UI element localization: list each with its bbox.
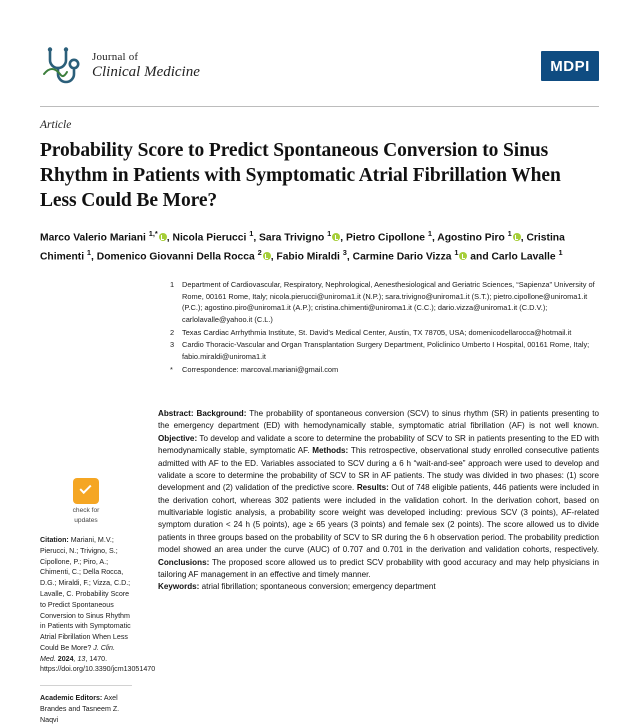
affiliation-item bbox=[170, 364, 599, 376]
check-for-updates-label-2: updates bbox=[74, 517, 98, 525]
affiliation-marker: * bbox=[170, 364, 173, 374]
citation-year: 2024 bbox=[55, 654, 74, 663]
citation-label: Citation: bbox=[40, 536, 69, 545]
academic-editors bbox=[40, 685, 132, 725]
affiliation-text: Texas Cardiac Arrhythmia Institute, St. David’s Medical Center, Austin, TX 78705, USA; domenicodellarocca@hotmail.it bbox=[182, 327, 572, 337]
article-page bbox=[0, 30, 639, 724]
academic-editors-label: Academic Editors: bbox=[40, 694, 103, 703]
abstract-background-label: Background: bbox=[193, 409, 247, 418]
abstract-results-label: Results: bbox=[354, 483, 389, 493]
affiliation-text: Correspondence: marcoval.mariani@gmail.com bbox=[182, 364, 339, 374]
check-for-updates[interactable] bbox=[40, 478, 132, 526]
abstract-label: Abstract: bbox=[158, 409, 194, 418]
citation-pages-doi[interactable]: , 1470. https://doi.org/10.3390/jcm13051470 bbox=[40, 654, 156, 674]
abstract-background-text: The probability of spontaneous conversion (SCV) to sinus rhythm (SR) in patients presenting to the emergency department (ED) with hemodynamically stable, symptomatic atrial fibrillation (AF) is not well known. bbox=[158, 409, 599, 431]
check-badge-icon bbox=[73, 478, 99, 504]
author-list: Marco Valerio Mariani $^{1,*}$ , Nicola Pierucci $^1$, Sara Trivigno $^1$ , Pietro Cipollone $^1$, Agostino Piro $^1$ , Cristina Chimenti $^1$, Domenico Giovanni Della Rocca $^2$ , Fabio Miraldi $^3$, Carmine Dario Vizza $^1$ and Carlo Lavalle $^1$ bbox=[40, 228, 565, 263]
affiliation-item bbox=[170, 327, 599, 339]
citation-journal: J. Clin. Med. bbox=[40, 643, 115, 663]
affiliation-text: Department of Cardiovascular, Respiratory, Nephrological, Aenesthesiological and Geriatric Sciences, “Sapienza” University of Rome, 00161 Rome, Italy; nicola.pierucci@uniroma1.it (N.P.); sara.trivigno@uniroma1.it (S.T.); pietro.cipollone@uniroma1.it (P.C.); agostino.piro@uniroma1.it (A.P.); cristina.chimenti@uniroma1.it (C.C.); dario.vizza@uniroma1.it (C.D.V.); carlolavalle@yahoo.it (C.L.) bbox=[182, 280, 595, 325]
sidebar-meta bbox=[40, 478, 156, 726]
abstract-objective-label: Objective: bbox=[158, 433, 198, 443]
abstract-objective-text: To develop and validate a score to determine the probability of SCV to SR in patients presenting to the ED with hemodynamically stable, symptomatic AF. bbox=[158, 433, 599, 456]
abstract-results-text: Out of 748 eligible patients, 446 patients were included in the derivation cohort, whereas 302 patients were included in the validation cohort. In the derivation cohort, based on multivariable logistic analysis, a probability score weight was developed including: previous SCV (3 points), AF-related symptom duration < 24 h (5 points), age ≥ 65 years (3 points) and female sex (2 points). The score allowed us to divide patients in three groups based on the probability of SCV to SR during the 6 h observation period. The probability prediction model showed an area under the curve (AUC) of 0.707 and 0.701 in the derivation and validation cohorts, respectively. bbox=[158, 483, 599, 555]
check-for-updates-label-1: check for bbox=[72, 507, 100, 514]
abstract-paragraph bbox=[158, 408, 599, 581]
affiliation-marker: 1 bbox=[170, 280, 175, 290]
journal-brand bbox=[40, 44, 200, 88]
keywords-line bbox=[158, 581, 599, 593]
journal-title-line1: Journal of bbox=[92, 50, 139, 63]
keywords-text: atrial fibrillation; spontaneous conversion; emergency department bbox=[199, 582, 436, 592]
citation-text: Mariani, M.V.; Pierucci, N.; Trivigno, S.; Cipollone, P.; Piro, A.; Chimenti, C.; Della Rocca, D.G.; Miraldi, F.; Vizza, C.D.; Lavalle, C. Probability Score to Predict Spontaneous Conversion to Sinus Rhythm in Patients with Symptomatic Atrial Fibrillation When Less Could Be More? bbox=[40, 536, 131, 652]
stethoscope-icon bbox=[40, 44, 84, 88]
journal-title-line2: Clinical Medicine bbox=[92, 64, 200, 81]
citation-block bbox=[40, 535, 156, 675]
affiliation-item bbox=[170, 339, 599, 362]
affiliation-marker: 3 bbox=[170, 340, 175, 350]
abstract-block bbox=[158, 408, 599, 594]
page-title: Probability Score to Predict Spontaneous Conversion to Sinus Rhythm in Patients with Symptomatic Atrial Fibrillation When Less Could Be More? bbox=[40, 140, 561, 211]
keywords-label: Keywords: bbox=[158, 582, 200, 592]
affiliation-list bbox=[170, 279, 599, 376]
abstract-conclusions-text: The proposed score allowed us to predict SCV probability with good accuracy and may help physicians in tailoring AF management in an effective and timely manner. bbox=[158, 557, 599, 579]
abstract-methods-text: This retrospective, observational study enrolled consecutive patients admitted with AF to the ED. Variables associated to SCV during a 6 h “wait-and-see” approach were used to develop and validate a score to determine the probability of SCV to SR in AF patients. The study was divided in two phases: (1) score development and (2) validation of the predictive score. bbox=[158, 446, 600, 493]
affiliation-marker: 2 bbox=[170, 327, 175, 337]
article-head bbox=[40, 119, 599, 376]
header-divider bbox=[40, 106, 599, 107]
mdpi-logo: MDPI bbox=[541, 51, 599, 81]
abstract-conclusions-label: Conclusions: bbox=[158, 557, 210, 567]
academic-editors-names: Axel Brandes and Tasneem Z. Naqvi bbox=[40, 694, 120, 724]
affiliation-text: Cardio Thoracic-Vascular and Organ Transplantation Surgery Department, Policlinico Umberto I Hospital, 00161 Rome, Italy; fabio.miraldi@uniroma1.it bbox=[182, 340, 590, 362]
affiliation-item bbox=[170, 279, 599, 326]
journal-title bbox=[92, 51, 200, 82]
abstract-methods-label: Methods: bbox=[309, 446, 349, 456]
journal-header bbox=[40, 30, 599, 102]
article-type: Article bbox=[40, 119, 72, 131]
citation-volume: , 13 bbox=[73, 654, 86, 663]
